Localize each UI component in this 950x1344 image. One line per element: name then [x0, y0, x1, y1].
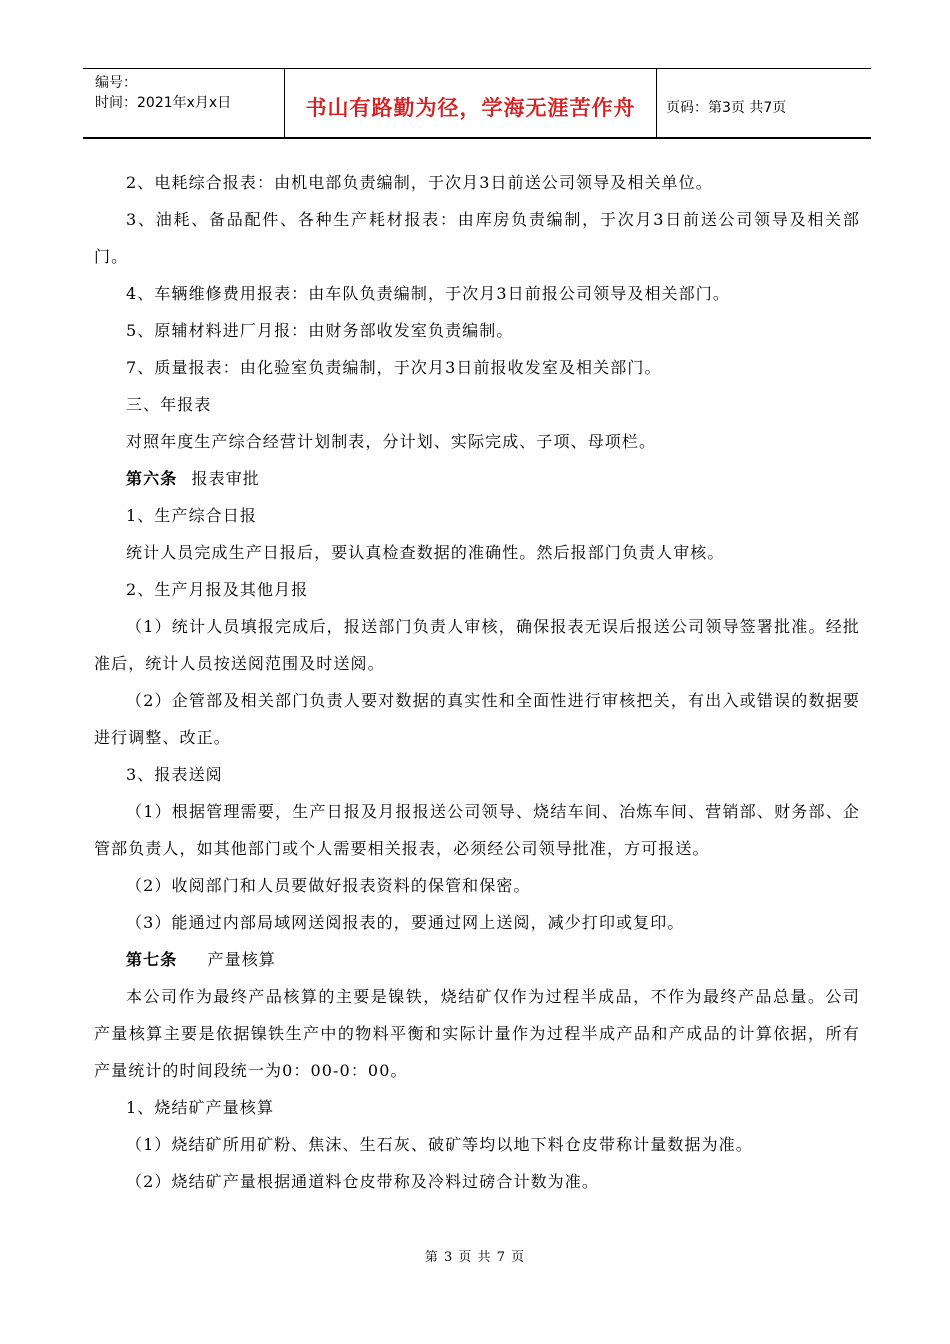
body-line: 统计人员完成生产日报后，要认真检查数据的准确性。然后报部门负责人审核。 — [126, 543, 725, 562]
body-line: 4、车辆维修费用报表：由车队负责编制，于次月3日前报公司领导及相关部门。 — [126, 284, 730, 303]
article-title: 报表审批 — [191, 469, 260, 488]
section-heading: 三、年报表 — [126, 395, 212, 414]
body-line: （3）能通过内部局域网送阅报表的，要通过网上送阅，减少打印或复印。 — [126, 913, 685, 932]
body-line: 3、报表送阅 — [126, 765, 223, 784]
article-heading — [94, 460, 860, 497]
article-heading — [94, 941, 860, 978]
document-body — [94, 164, 860, 1200]
page-header — [83, 68, 871, 139]
doc-time-label: 时间：2021年x月x日 — [95, 95, 232, 111]
body-paragraph: 3、油耗、备品配件、各种生产耗材报表：由库房负责编制，于次月3日前送公司领导及相关部门。 — [94, 210, 860, 266]
article-number: 第七条 — [126, 950, 178, 969]
body-line: 7、质量报表：由化验室负责编制，于次月3日前报收发室及相关部门。 — [126, 358, 662, 377]
body-paragraph: （1）统计人员填报完成后，报送部门负责人审核，确保报表无误后报送公司领导签署批准。经批准后，统计人员按送阅范围及时送阅。 — [94, 617, 860, 673]
header-meta — [83, 69, 285, 137]
body-line: 1、烧结矿产量核算 — [126, 1098, 275, 1117]
body-paragraph: （2）企管部及相关部门负责人要对数据的真实性和全面性进行审核把关，有出入或错误的数据要进行调整、改正。 — [94, 691, 860, 747]
article-number: 第六条 — [126, 469, 178, 488]
page-footer: 第 3 页 共 7 页 — [424, 1250, 526, 1265]
body-line: （2）烧结矿产量根据通道料仓皮带称及冷料过磅合计数为准。 — [126, 1172, 599, 1191]
body-line: 5、原辅材料进厂月报：由财务部收发室负责编制。 — [126, 321, 514, 340]
body-line: 2、电耗综合报表：由机电部负责编制，于次月3日前送公司领导及相关单位。 — [126, 173, 713, 192]
body-line: （2）收阅部门和人员要做好报表资料的保管和保密。 — [126, 876, 531, 895]
article-title: 产量核算 — [207, 950, 276, 969]
body-line: 对照年度生产综合经营计划制表，分计划、实际完成、子项、母项栏。 — [126, 432, 657, 451]
doc-number-label: 编号： — [95, 75, 137, 91]
body-line: （1）烧结矿所用矿粉、焦沫、生石灰、破矿等均以地下料仓皮带称计量数据为准。 — [126, 1135, 753, 1154]
body-line: 1、生产综合日报 — [126, 506, 257, 525]
body-paragraph: （1）根据管理需要，生产日报及月报报送公司领导、烧结车间、冶炼车间、营销部、财务部、企管部负责人，如其他部门或个人需要相关报表，必须经公司领导批准，方可报送。 — [94, 802, 860, 858]
body-paragraph: 本公司作为最终产品核算的主要是镍铁，烧结矿仅作为过程半成品，不作为最终产品总量。公司产量核算主要是依据镍铁生产中的物料平衡和实际计量作为过程半成产品和产成品的计算依据，所有产量统计的时间段统一为0：00-0：00。 — [94, 987, 860, 1080]
body-line: 2、生产月报及其他月报 — [126, 580, 309, 599]
header-page-info: 页码：第3页 共7页 — [666, 100, 787, 116]
header-motto: 书山有路勤为径，学海无涯苦作舟 — [285, 69, 657, 137]
